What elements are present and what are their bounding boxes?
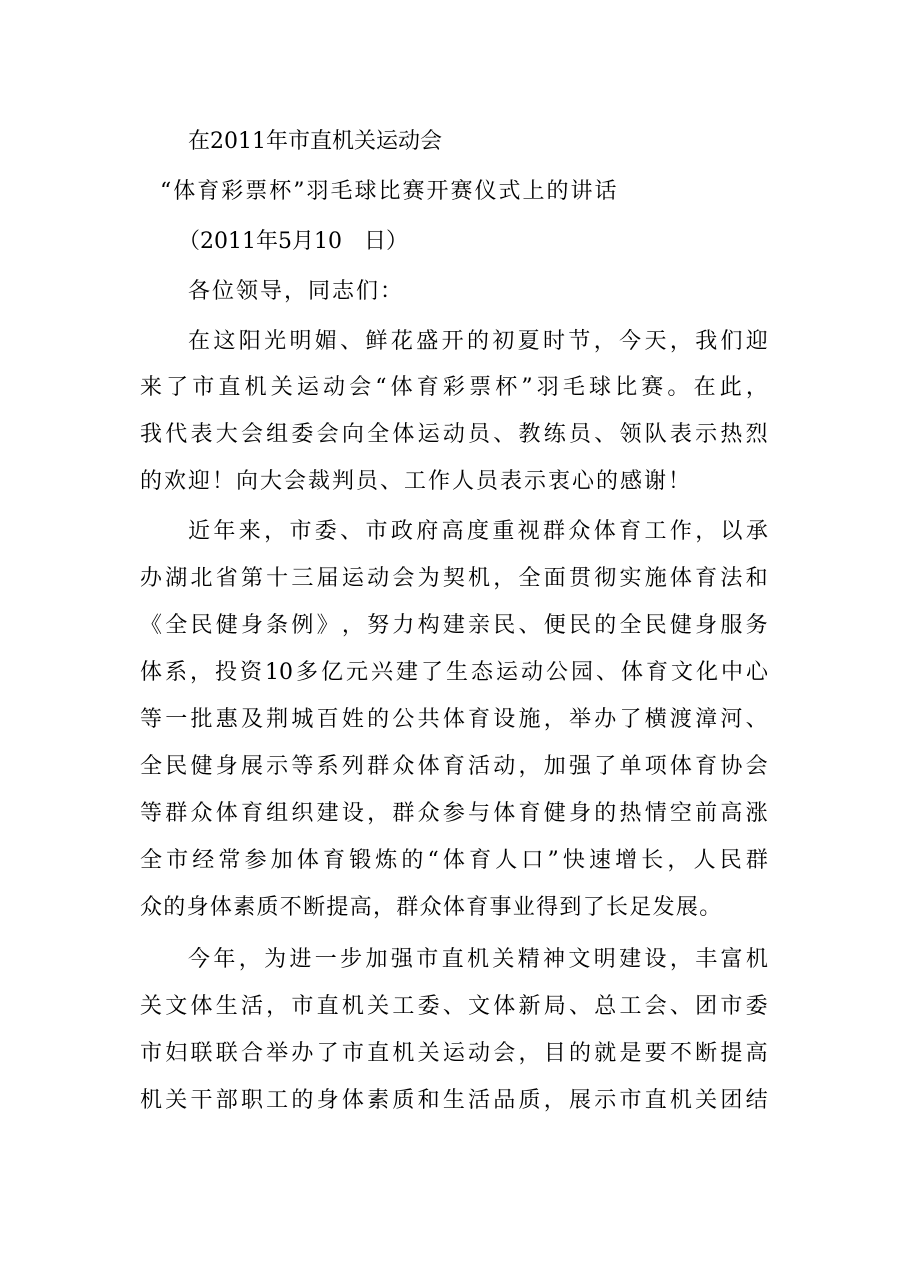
paragraph-line: 在 这 阳 光 明 媚 、 鲜 花 盛 开 的 初 夏 时 节 ， 今 天 ， 我 们 迎: [188, 329, 768, 354]
paragraph-line: 我 代 表 大 会 组 委 会 向 全 体 运 动 员 、 教 练 员 、 领 队 表 示 热 烈: [140, 422, 768, 447]
paragraph-line: 关 文 体 生 活 ， 市 直 机 关 工 委 、 文 体 新 局 、 总 工 会 、 团 市 委: [140, 994, 768, 1019]
paragraph-line: 全 民 健 身 展 示 等 系 列 群 众 体 育 活 动 ， 加 强 了 单 项 体 育 协 会: [140, 754, 768, 779]
paragraph-line: 机 关 干 部 职 工 的 身 体 素 质 和 生 活 品 质 ， 展 示 市 直 机 关 团 结: [140, 1088, 768, 1113]
paragraph-line: 办 湖 北 省 第 十 三 届 运 动 会 为 契 机 ， 全 面 贯 彻 实 施 体 育 法 和: [140, 566, 768, 591]
title-line-2: “体育彩票杯”羽毛球比赛开赛仪式上的讲话: [160, 179, 619, 204]
paragraph-line: 《 全 民 健 身 条 例 》 ， 努 力 构 建 亲 民 、 便 民 的 全 民 健 身 服 务: [140, 613, 768, 638]
paragraph-line: 今 年 ， 为 进 一 步 加 强 市 直 机 关 精 神 文 明 建 设 ， 丰 富 机: [188, 947, 768, 972]
paragraph-line: 全 市 经 常 参 加 体 育 锻 炼 的 “ 体 育 人 口 ” 快 速 增 长 ， 人 民 群: [140, 848, 768, 873]
paragraph-line: 体 系 ， 投 资 10 多 亿 元 兴 建 了 生 态 运 动 公 园 、 体 育 文 化 中 心: [140, 660, 768, 685]
paragraph-line: 的欢迎！向大会裁判员、工作人员表示衷心的感谢！: [140, 469, 693, 494]
date-line: （2011年5月10 日）: [178, 229, 408, 254]
paragraph-line: 市 妇 联 联 合 举 办 了 市 直 机 关 运 动 会 ， 目 的 就 是 要 不 断 提 高: [140, 1041, 768, 1066]
paragraph-line: 众的身体素质不断提高，群众体育事业得到了长足发展。: [140, 895, 723, 920]
paragraph-line: 来 了 市 直 机 关 运 动 会 “ 体 育 彩 票 杯 ” 羽 毛 球 比 赛 。 在 此 ，: [140, 375, 768, 400]
paragraph-line: 等 一 批 惠 及 荆 城 百 姓 的 公 共 体 育 设 施 ， 举 办 了 横 渡 漳 河 、: [140, 707, 768, 732]
paragraph-line: 近 年 来 ， 市 委 、 市 政 府 高 度 重 视 群 众 体 育 工 作 ， 以 承: [188, 519, 768, 544]
paragraph-line: 等 群 众 体 育 组 织 建 设 ， 群 众 参 与 体 育 健 身 的 热 情 空 前 高 涨: [140, 801, 768, 826]
salutation: 各位领导，同志们：: [188, 279, 405, 304]
title-line-1: 在2011年市直机关运动会: [188, 129, 442, 154]
